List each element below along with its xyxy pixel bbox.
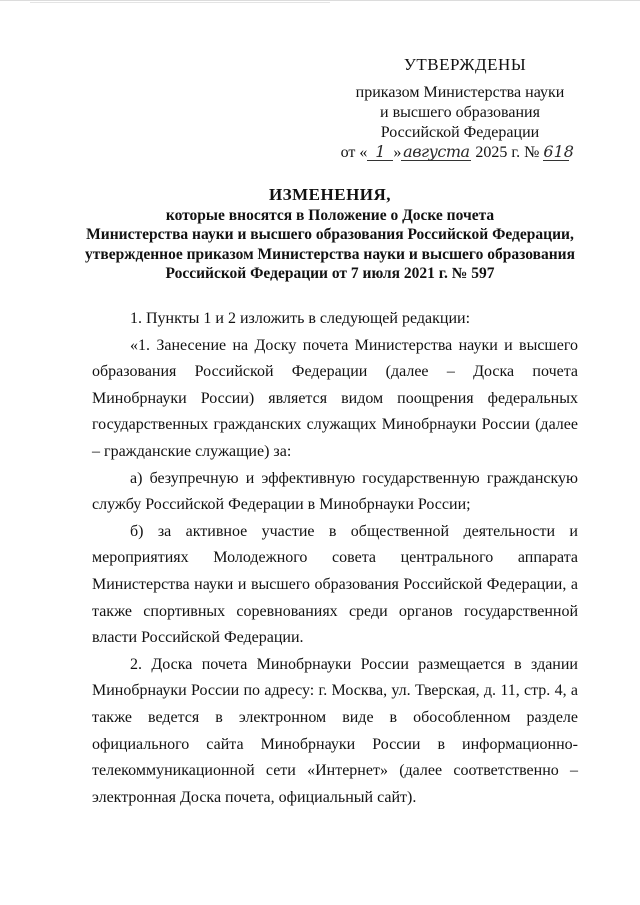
scan-edge-line-secondary [30, 2, 330, 3]
paragraph-point-2: 2. Доска почета Минобрнауки России размещается в здании Минобрнауки России по адресу: г. Москва, ул. Тверская, д. 11, стр. 4, а также ведется в электронном виде в обособленном разделе официального сайта Минобрнауки России в информационно-телекоммуникационной сети «Интернет» (далее соответственно – электронная Доска почета, официальный сайт). [92, 655, 578, 806]
document-title [60, 185, 600, 284]
approval-block [340, 55, 580, 163]
date-prefix: от « [340, 144, 368, 161]
paragraph-point-1: «1. Занесение на Доску почета Министерства науки и высшего образования Российской Федерации (далее – Доска почета Минобрнауки России) является видом поощрения федеральных государственных гражданских служащих Минобрнауки России (далее – гражданские служащие) за: [92, 336, 578, 460]
order-line-3: Российской Федерации [380, 124, 540, 141]
date-mid: » [393, 144, 402, 161]
handwritten-month: августа [403, 142, 470, 161]
title-line-1: которые вносятся в Положение о Доске почета [165, 206, 495, 224]
paragraph-subpoint-a: а) безупречную и эффективную государственную гражданскую службу Российской Федерации в Минобрнауки России; [92, 469, 578, 514]
paragraph-subpoint-b: б) за активное участие в общественной деятельности и мероприятиях Молодежного совета центрального аппарата Министерства науки и высшего образования Российской Федерации, а также спортивных соревнованиях среди органов государственной власти Российской Федерации. [92, 522, 578, 647]
title-line-2: Министерства науки и высшего образования Российской Федерации, [86, 226, 574, 243]
title-main: ИЗМЕНЕНИЯ, [268, 185, 392, 204]
handwritten-day: 1 [367, 144, 393, 161]
order-date-line [330, 143, 580, 163]
approved-heading: УТВЕРЖДЕНЫ [403, 55, 527, 74]
title-line-3: утвержденное приказом Министерства науки и высшего образования [85, 245, 575, 263]
order-line-1: приказом Министерства науки [355, 84, 565, 101]
title-line-4: Российской Федерации от 7 июля 2021 г. № 597 [165, 265, 495, 282]
document-body [92, 306, 578, 811]
order-line-2: и высшего образования [380, 104, 540, 121]
paragraph-item-1: 1. Пункты 1 и 2 изложить в следующей редакции: [130, 310, 471, 327]
scan-edge-line [0, 0, 640, 1]
handwritten-order-number: 618 [543, 142, 574, 161]
date-year: 2025 г. № [475, 144, 540, 161]
